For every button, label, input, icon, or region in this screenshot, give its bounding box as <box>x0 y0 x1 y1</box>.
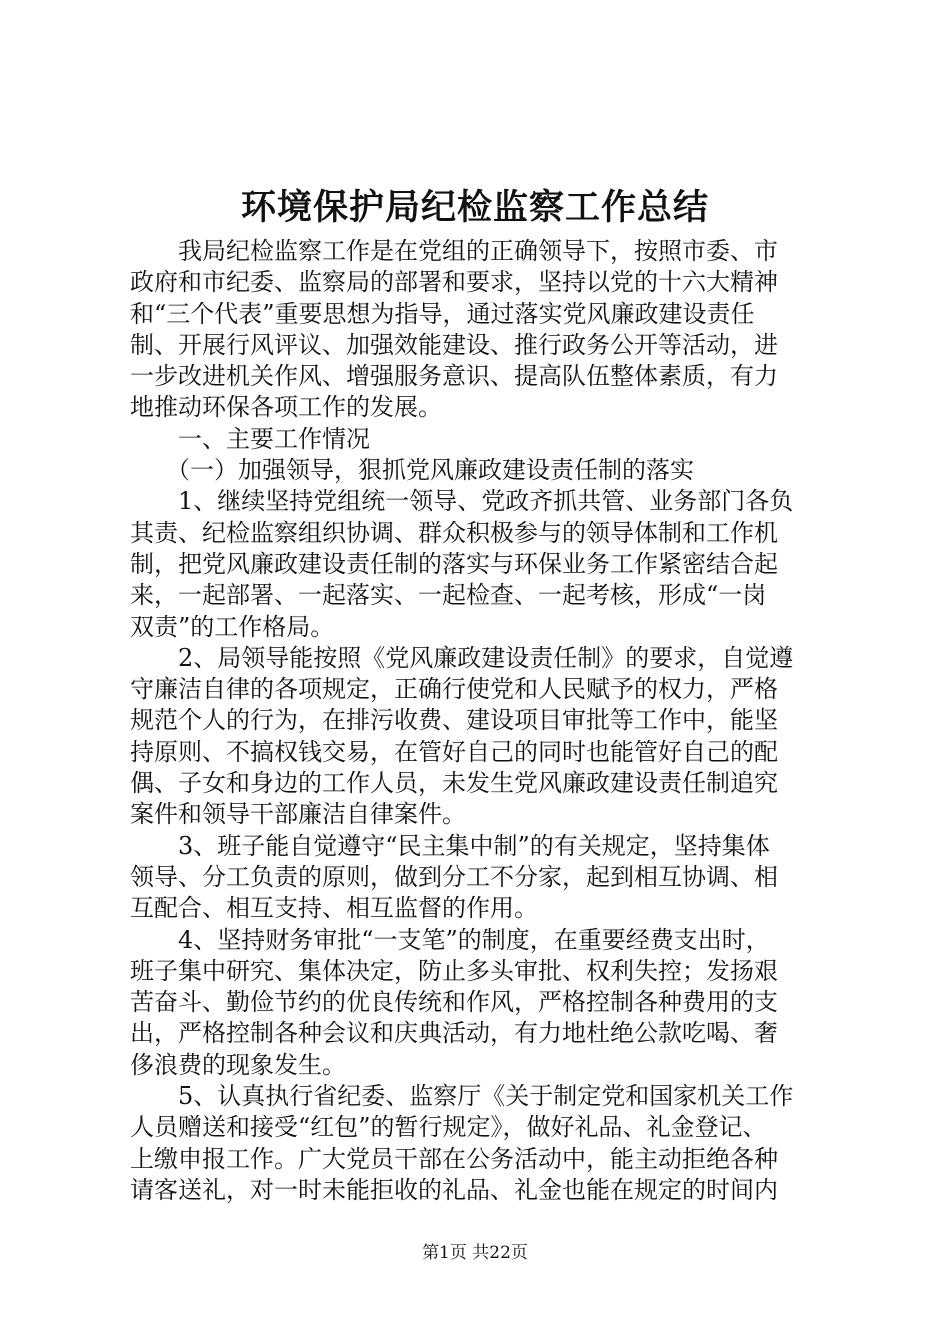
body-text-line: 制，把党风廉政建设责任制的落实与环保业务工作紧密结合起 <box>130 549 778 578</box>
body-text-line: 和“三个代表”重要思想为指导，通过落实党风廉政建设责任 <box>130 299 755 328</box>
body-text-line: 其责、纪检监察组织协调、群众积极参与的领导体制和工作机 <box>130 518 778 547</box>
body-text-line: 请客送礼，对一时未能拒收的礼品、礼金也能在规定的时间内 <box>130 1175 778 1204</box>
body-text-line: 2、局领导能按照《党风廉政建设责任制》的要求，自觉遵 <box>130 643 794 672</box>
body-text-line: 出，严格控制各种会议和庆典活动，有力地杜绝公款吃喝、奢 <box>130 1019 778 1048</box>
body-text-line: 一、主要工作情况 <box>130 424 370 453</box>
body-text-line: 上缴申报工作。广大党员干部在公务活动中，能主动拒绝各种 <box>130 1144 778 1173</box>
body-text-line: 案件和领导干部廉洁自律案件。 <box>130 800 466 829</box>
body-text-line: 1、继续坚持党组统一领导、党政齐抓共管、业务部门各负 <box>130 487 794 516</box>
body-text-line: 守廉洁自律的各项规定，正确行使党和人民赋予的权力，严格 <box>130 675 778 704</box>
body-text-line: 5、认真执行省纪委、监察厅《关于制定党和国家机关工作 <box>130 1082 794 1111</box>
page-footer: 第1页 共22页 <box>422 1243 528 1263</box>
body-text-line: 来，一起部署、一起落实、一起检查、一起考核，形成“一岗 <box>130 581 767 610</box>
body-text-line: 偶、子女和身边的工作人员，未发生党风廉政建设责任制追究 <box>130 769 778 798</box>
body-text-line: 我局纪检监察工作是在党组的正确领导下，按照市委、市 <box>130 237 778 265</box>
body-text-line: 领导、分工负责的原则，做到分工不分家，起到相互协调、相 <box>130 862 778 891</box>
body-text-line: 地推动环保各项工作的发展。 <box>130 393 442 422</box>
document-body <box>130 236 830 1206</box>
document-title: 环境保护局纪检监察工作总结 <box>240 187 709 228</box>
body-text-line: 侈浪费的现象发生。 <box>130 1050 346 1079</box>
body-text-line: 4、坚持财务审批“一支笔”的制度，在重要经费支出时， <box>130 925 770 954</box>
body-text-line: 一步改进机关作风、增强服务意识、提高队伍整体素质，有力 <box>130 362 778 391</box>
body-text-line: 互配合、相互支持、相互监督的作用。 <box>130 894 538 923</box>
body-text-line: 政府和市纪委、监察局的部署和要求，坚持以党的十六大精神 <box>130 268 778 297</box>
body-text-line: 规范个人的行为，在排污收费、建设项目审批等工作中，能坚 <box>130 706 778 735</box>
body-text-line: 持原则、不搞权钱交易，在管好自己的同时也能管好自己的配 <box>130 737 778 766</box>
body-text-line: 制、开展行风评议、加强效能建设、推行政务公开等活动，进 <box>130 330 778 359</box>
body-text-line: 人员赠送和接受“红包”的暂行规定》，做好礼品、礼金登记、 <box>130 1113 767 1142</box>
body-text-line: 3、班子能自觉遵守“民主集中制”的有关规定，坚持集体 <box>130 831 770 860</box>
body-text-line: 苦奋斗、勤俭节约的优良传统和作风，严格控制各种费用的支 <box>130 988 778 1017</box>
body-text-line: （一）加强领导，狠抓党风廉政建设责任制的落实 <box>130 456 694 485</box>
body-text-line: 班子集中研究、集体决定，防止多头审批、权利失控；发扬艰 <box>130 956 778 985</box>
body-text-line: 双责”的工作格局。 <box>130 612 335 641</box>
